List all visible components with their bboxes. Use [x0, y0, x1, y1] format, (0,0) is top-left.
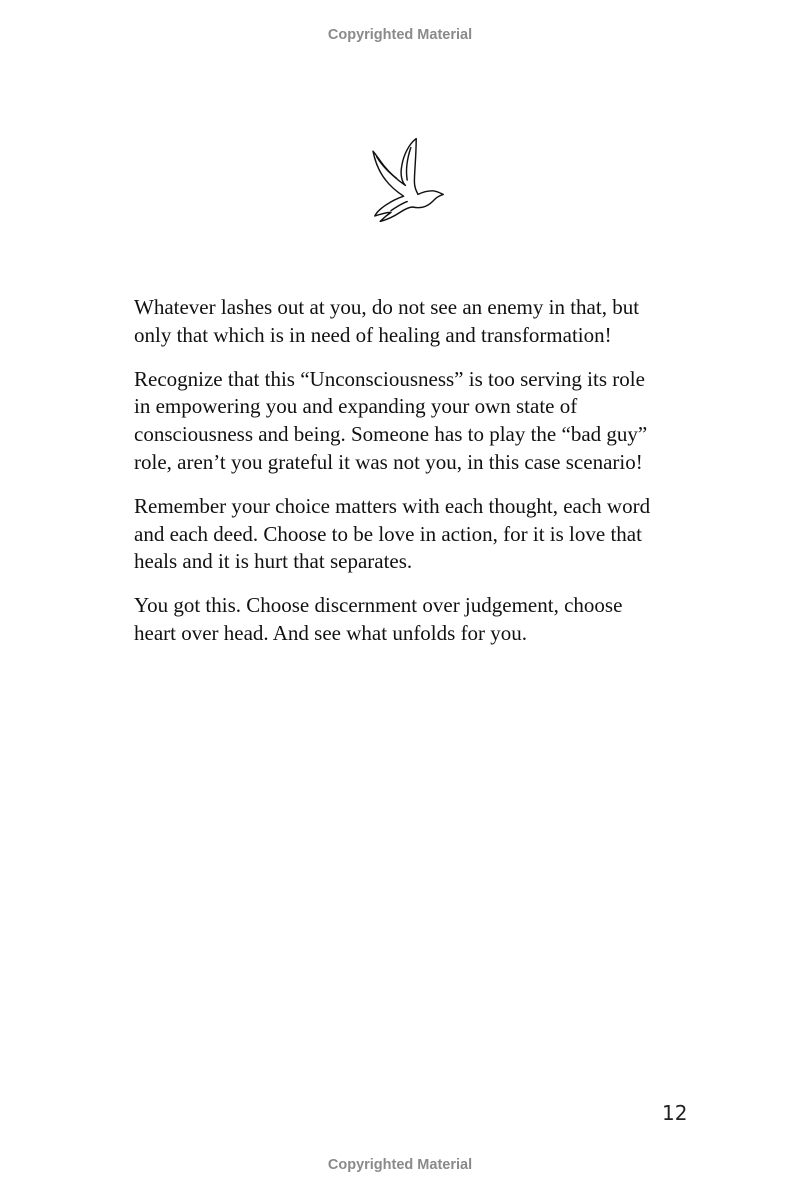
- dove-icon: [364, 132, 454, 228]
- copyright-watermark-bottom: Copyrighted Material: [327, 1157, 473, 1173]
- paragraph: [134, 366, 694, 477]
- text-line: Whatever lashes out at you, do not see an enemy in that, but: [134, 295, 640, 319]
- page-number: 12: [662, 1101, 688, 1125]
- text-line: consciousness and being. Someone has to play the “bad guy”: [134, 422, 648, 447]
- text-line: Remember your choice matters with each thought, each word: [134, 493, 651, 518]
- text-line: in empowering you and expanding your own state of: [134, 394, 578, 419]
- page-body: [134, 294, 694, 664]
- text-line: You got this. Choose discernment over judgement, choose: [134, 593, 623, 618]
- text-line: heals and it is hurt that separates.: [134, 549, 413, 574]
- text-line: role, aren’t you grateful it was not you, in this case scenario!: [134, 449, 643, 474]
- text-line: heart over head. And see what unfolds for you.: [134, 620, 528, 645]
- paragraph: [134, 493, 694, 576]
- paragraph: [134, 294, 694, 350]
- text-line: only that which is in need of healing and transformation!: [134, 322, 612, 347]
- copyright-watermark-top: Copyrighted Material: [327, 27, 473, 43]
- paragraph: [134, 592, 694, 648]
- text-line: Recognize that this “Unconsciousness” is too serving its role: [134, 366, 645, 391]
- text-line: and each deed. Choose to be love in action, for it is love that: [134, 521, 642, 546]
